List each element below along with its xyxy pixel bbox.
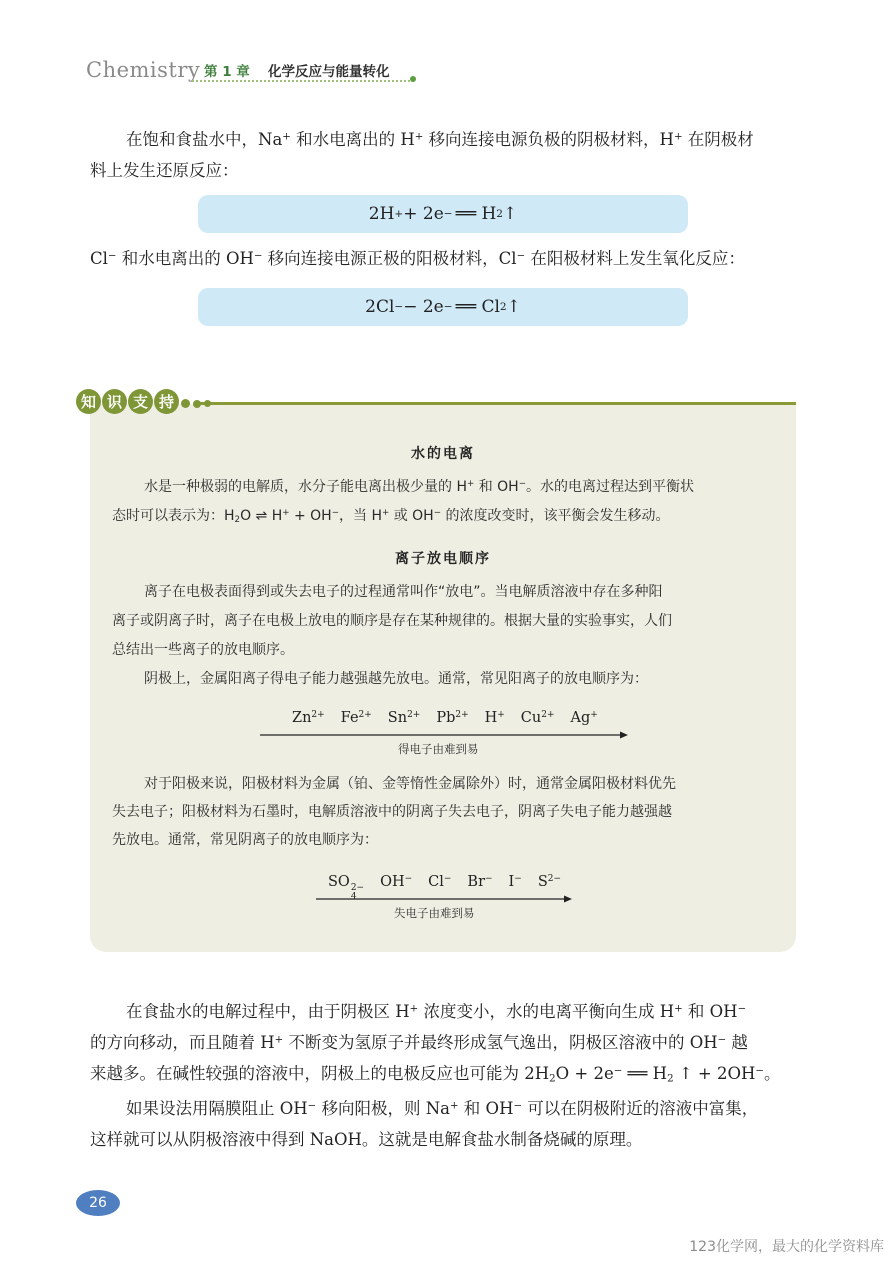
badge-char: 持 xyxy=(154,389,179,414)
badge-char: 支 xyxy=(128,389,153,414)
cation: $Fe^{2+}$ xyxy=(340,710,372,726)
cation-series xyxy=(292,710,598,726)
cation: Ag+ xyxy=(570,710,598,726)
cathode-equation: 2H + + 2e − ══ H 2 ↑ xyxy=(198,195,688,233)
intro-paragraph-1-line-1: 在饱和食盐水中，Na+ 和水电离出的 H+ 移向连接电源负极的阴极材料，H+ 在阴极材 xyxy=(126,130,754,149)
anion: $S^{2-}$ xyxy=(537,874,561,890)
intro-paragraph-2: Cl− 和水电离出的 OH− 移向连接电源正极的阳极材料，Cl− 在阳极材料上发生氧化反应： xyxy=(90,249,745,268)
cation: $Zn^{2+}$ xyxy=(292,710,325,726)
cation-arrow-caption: 得电子由难到易 xyxy=(398,742,479,756)
discharge-p3-line-1: 对于阳极来说，阳极材料为金属（铂、金等惰性金属除外）时，通常金属阳极材料优先 xyxy=(144,776,676,792)
page-number: 26 xyxy=(76,1190,120,1216)
outro-p2-line-2: 这样就可以从阴极溶液中得到 NaOH。这就是电解食盐水制备烧碱的原理。 xyxy=(90,1130,643,1149)
discharge-p1-line-1: 离子在电极表面得到或失去电子的过程通常叫作“放电”。当电解质溶液中存在多种阳 xyxy=(144,584,663,600)
water-ionization-line-2: 态时可以表示为：$H_2O$ ⇌ H+ + OH−，当 H+ 或 OH− 的浓度改变时，该平衡会发生移动。 xyxy=(112,508,670,526)
anion-arrow-caption: 失电子由难到易 xyxy=(394,906,475,920)
chapter-number: 第 1 章 xyxy=(204,64,250,80)
cation: $Cu^{2+}$ xyxy=(520,710,555,726)
watermark: 123化学网，最大的化学资料库 xyxy=(689,1239,884,1255)
anion: I− xyxy=(508,874,522,890)
outro-p1-line-1: 在食盐水的电解过程中，由于阴极区 H+ 浓度变小，水的电离平衡向生成 H+ 和 OH− xyxy=(126,1002,747,1021)
intro-paragraph-1-line-2: 料上发生还原反应： xyxy=(90,161,239,180)
discharge-p3-line-2: 失去电子；阳极材料为石墨时，电解质溶液中的阴离子失去电子，阴离子失电子能力越强越 xyxy=(112,804,672,820)
discharge-p2: 阴极上，金属阳离子得电子能力越强越先放电。通常，常见阳离子的放电顺序为： xyxy=(144,671,648,687)
discharge-p1-line-2: 离子或阴离子时，离子在电极上放电的顺序是存在某种规律的。根据大量的实验事实，人们 xyxy=(112,613,672,629)
badge-char: 知 xyxy=(76,389,101,414)
cation: H+ xyxy=(484,710,505,726)
discharge-p1-line-3: 总结出一些离子的放电顺序。 xyxy=(112,642,294,658)
badge-dots xyxy=(181,399,211,408)
badge-char: 识 xyxy=(102,389,127,414)
anion-arrow-icon xyxy=(316,894,576,904)
chapter-title: 化学反应与能量转化 xyxy=(268,64,390,80)
outro-p2-line-1: 如果设法用隔膜阻止 OH− 移向阳极，则 Na+ 和 OH− 可以在阴极附近的溶液中富集， xyxy=(126,1099,759,1118)
book-brand: Chemistry xyxy=(86,58,201,82)
outro-p1-line-3: 来越多。在碱性较强的溶液中，阴极上的电极反应也可能为 $2H_2O + 2e^-$ ══ $H_2$ ↑ + 2OH−。 xyxy=(90,1064,781,1085)
cation: $Sn^{2+}$ xyxy=(387,710,421,726)
knowledge-support-rule xyxy=(200,402,796,405)
anode-equation: 2Cl − − 2e − ══ Cl 2 ↑ xyxy=(198,288,688,326)
cation: $Pb^{2+}$ xyxy=(436,710,469,726)
knowledge-support-badge xyxy=(76,389,179,414)
anion: Cl− xyxy=(428,874,452,890)
section-heading-discharge-order: 离子放电顺序 xyxy=(395,551,491,567)
header-divider xyxy=(192,80,410,82)
anion: Br− xyxy=(467,874,493,890)
discharge-p3-line-3: 先放电。通常，常见阴离子的放电顺序为： xyxy=(112,832,378,848)
section-heading-water-ionization: 水的电离 xyxy=(411,446,475,462)
anion: SO 2− 4 xyxy=(328,874,365,903)
outro-p1-line-2: 的方向移动，而且随着 H+ 不断变为氢原子并最终形成氢气逸出，阴极区溶液中的 OH− 越 xyxy=(90,1033,748,1052)
water-ionization-line-1: 水是一种极弱的电解质，水分子能电离出极少量的 H+ 和 OH−。水的电离过程达到平衡状 xyxy=(144,479,694,495)
cation-arrow-icon xyxy=(260,730,630,740)
header-dot xyxy=(410,76,416,82)
anion: OH− xyxy=(380,874,413,890)
